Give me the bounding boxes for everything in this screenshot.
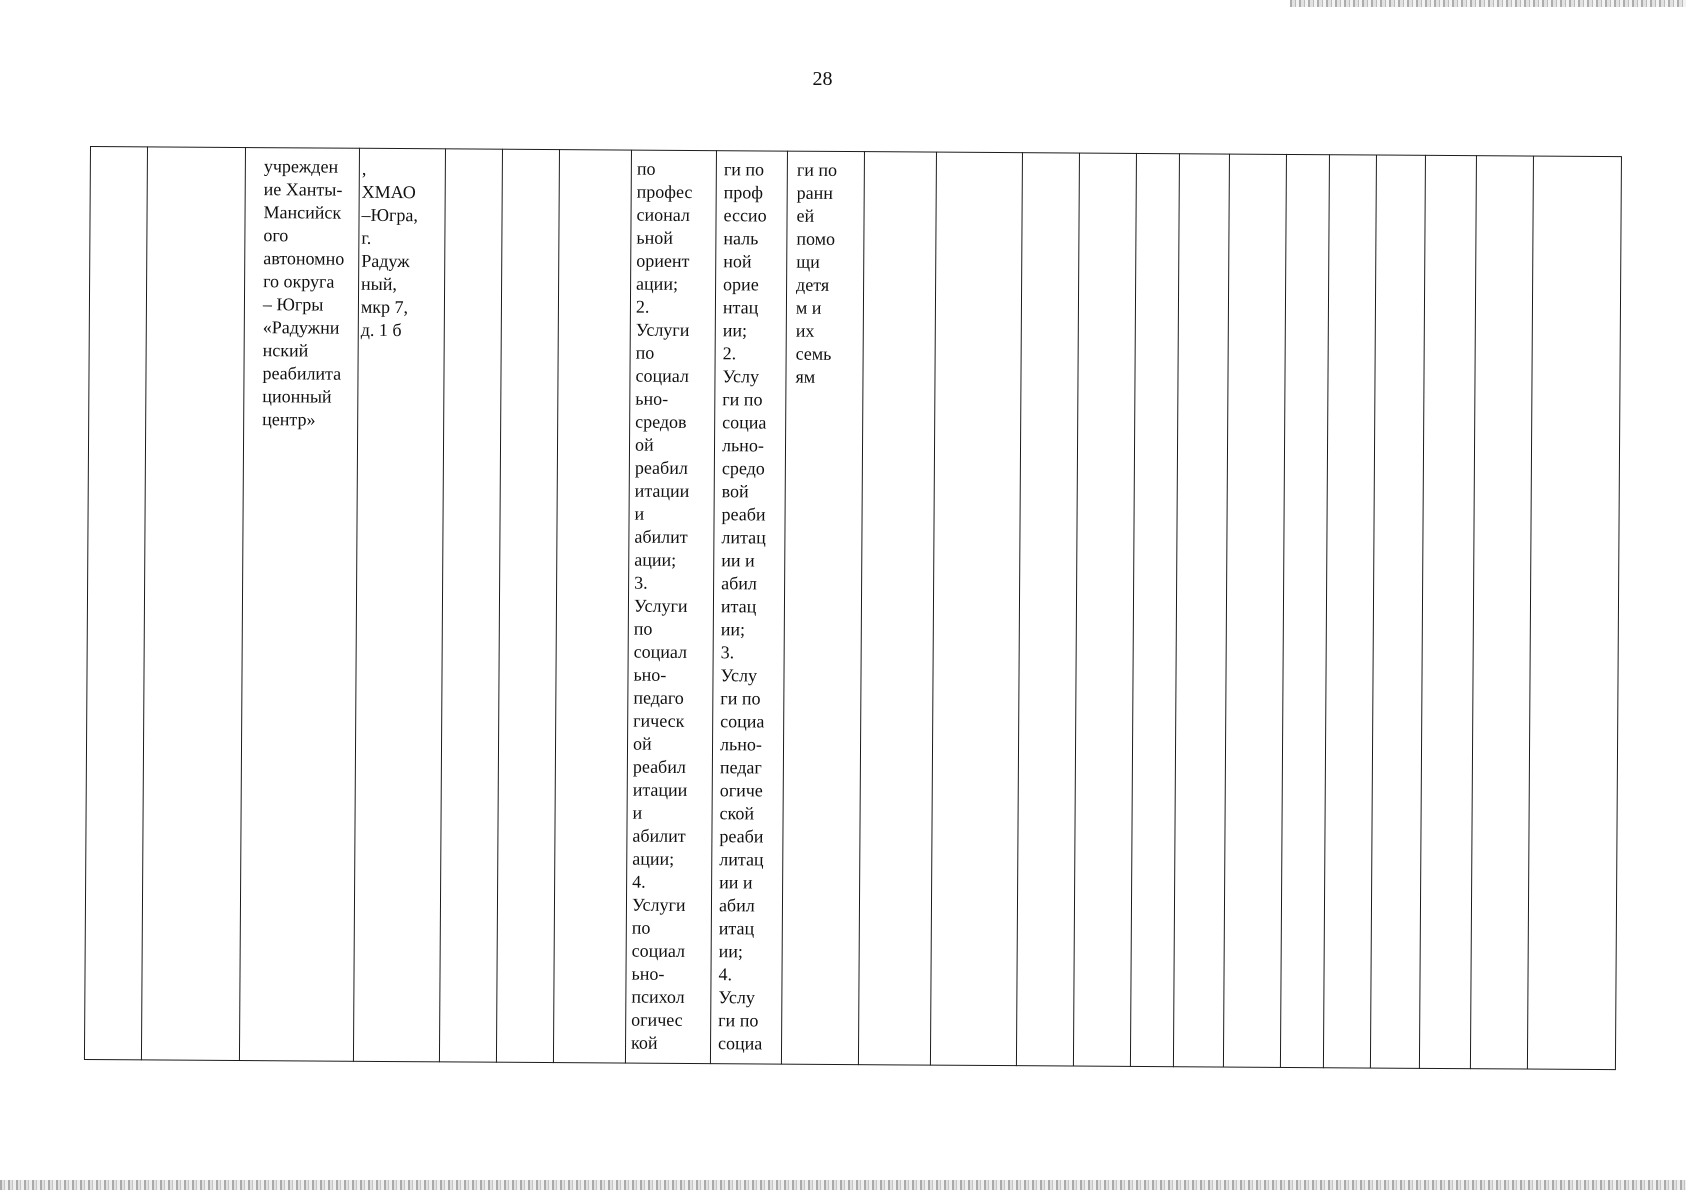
cell-services-c: ги по ранн ей помо щи детя м и их семь ям [795,159,838,387]
cell-services-b: ги по проф ессио наль ной орие нтац ии; 2. Услу ги по социа льно- средо вой реаби литац ии и абил итац ии; 3. Услу ги по социа льно- педаг огиче ской реаби литац ии и абил итац ии; 4. Услу ги по социа [717,159,767,1054]
cell-institution: учрежден ие Ханты- Мансийск ого автономно го округа – Югры «Радужни нский реабилита ционный центр» [262,156,345,430]
page-number: 28 [812,68,833,90]
data-table [84,146,1622,1070]
cell-services-a: по профес сионал ьной ориент ации; 2. Услуги по социал ьно- средов ой реабил итации и абилит ации; 3. Услуги по социал ьно- педаго гическ ой реабил итации и абилит ации; 4. Услуги по социал ьно- психол огичес кой [630,158,693,1053]
scan-edge-top [1290,0,1686,7]
scan-edge-bottom [0,1180,1686,1190]
cell-address: , ХМАО –Югра, г. Радуж ный, мкр 7, д. 1 б [360,158,418,341]
